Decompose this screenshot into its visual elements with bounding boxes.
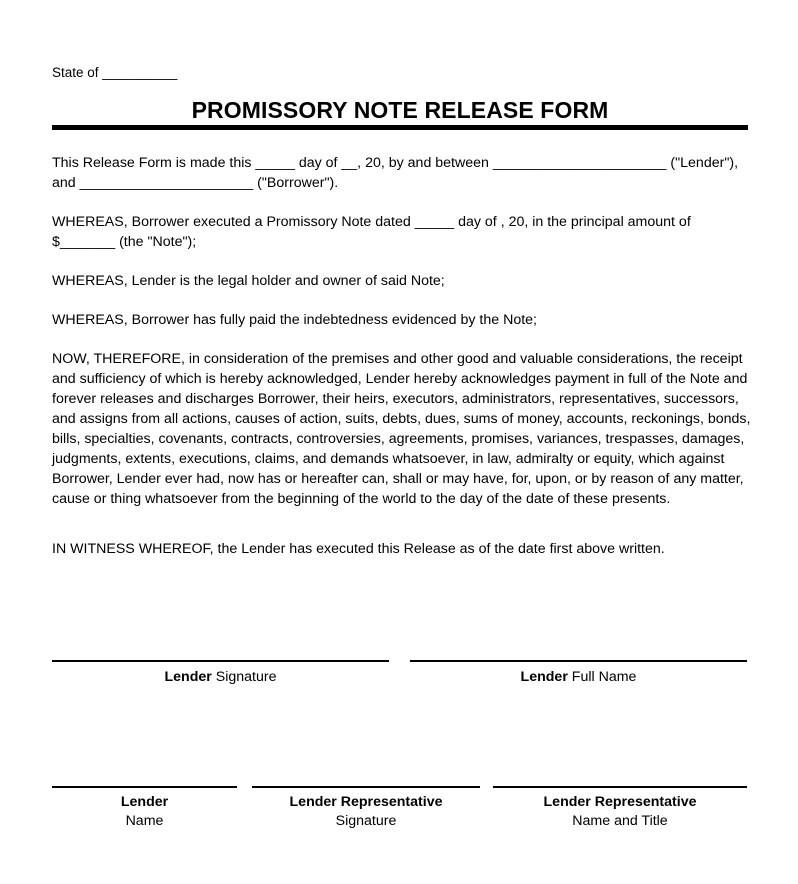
signature-caption-representative-signature (252, 793, 480, 831)
signature-line-representative-name-title[interactable] (493, 786, 747, 788)
caption-sub: Name and Title (572, 813, 668, 829)
signature-line-lender-name[interactable] (52, 786, 237, 788)
caption-sub: Signature (335, 813, 397, 829)
signature-caption-lender-signature (52, 668, 389, 687)
paragraph-whereas-1: WHEREAS, Borrower executed a Promissory Note dated _____ day of , 20, in the principal amount of $_______ (the "Note"); (52, 214, 691, 250)
caption-bold: Lender (164, 669, 212, 685)
signature-line-lender-full-name[interactable] (410, 660, 747, 662)
state-of-field: State of __________ (52, 65, 178, 80)
caption-bold: Lender Representative (543, 794, 697, 810)
caption-rest: Signature (211, 669, 277, 685)
caption-bold: Lender Representative (289, 794, 443, 810)
signature-line-lender-signature[interactable] (52, 660, 389, 662)
caption-bold: Lender (120, 794, 169, 810)
caption-bold: Lender (520, 669, 568, 685)
paragraph-in-witness: IN WITNESS WHEREOF, the Lender has executed this Release as of the date first above written. (52, 541, 665, 557)
title-divider (52, 125, 748, 130)
signature-line-representative-signature[interactable] (252, 786, 480, 788)
caption-rest: Full Name (567, 669, 637, 685)
paragraph-whereas-3: WHEREAS, Borrower has fully paid the indebtedness evidenced by the Note; (52, 312, 538, 328)
signature-caption-lender-full-name (410, 668, 747, 687)
page-title: PROMISSORY NOTE RELEASE FORM (191, 97, 609, 123)
paragraph-intro: This Release Form is made this _____ day of __, 20, by and between ______________________ ("Lender"), and ______________________ ("Borrower"). (52, 155, 739, 191)
caption-sub: Name (125, 813, 164, 829)
paragraph-now-therefore: NOW, THEREFORE, in consideration of the premises and other good and valuable considerations, the receipt and sufficiency of which is hereby acknowledged, Lender hereby acknowledges payment in full of the Note and forever releases and discharges Borrower, their heirs, executors, administrators, representatives, successors, and assigns from all actions, causes of action, suits, debts, dues, sums of money, accounts, reckonings, bonds, bills, specialties, covenants, contracts, controversies, agreements, promises, variances, trespasses, damages, judgments, extents, executions, claims, and demands whatsoever, in law, admiralty or equity, which against Borrower, Lender ever had, now has or hereafter can, shall or may have, for, upon, or by reason of any matter, cause or thing whatsoever from the beginning of the world to the day of the date of these presents. (52, 351, 751, 507)
signature-caption-representative-name-title (493, 793, 747, 831)
paragraph-whereas-2: WHEREAS, Lender is the legal holder and owner of said Note; (52, 273, 445, 289)
signature-caption-lender-name (52, 793, 237, 831)
